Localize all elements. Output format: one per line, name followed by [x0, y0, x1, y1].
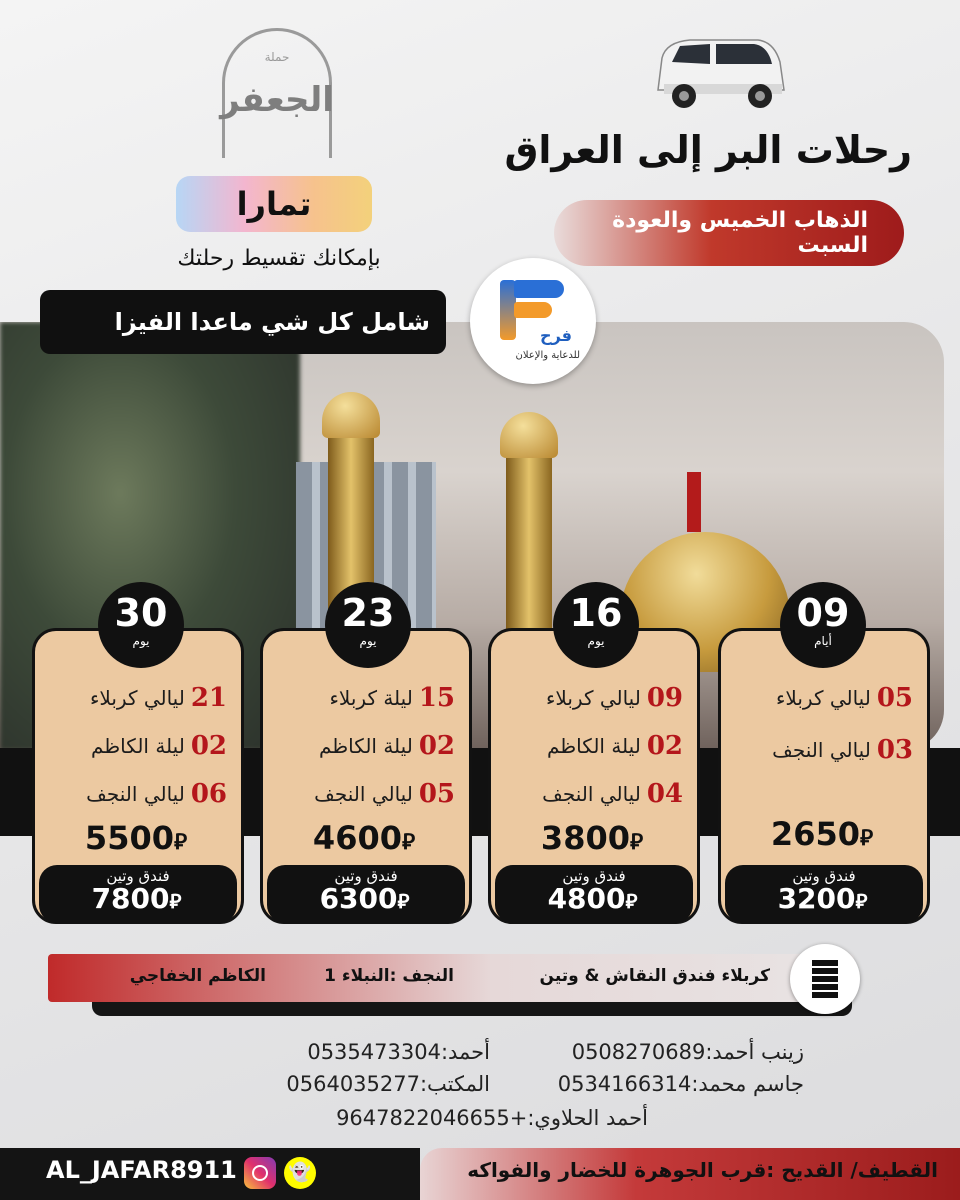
days-badge-9: 09 أيام	[780, 582, 866, 668]
package-line: 05 ليالي النجف	[314, 779, 455, 809]
logo-small-text: حملة	[264, 50, 290, 64]
package-card-30	[32, 628, 244, 924]
f-logo-mid	[514, 302, 552, 318]
schedule-pill	[554, 200, 904, 266]
hotel-karbala: كربلاء فندق النقاش & وتين	[539, 966, 770, 986]
contact-office: المكتب:0564035277	[286, 1072, 490, 1096]
logo-word: الجعفر	[220, 80, 334, 120]
contact-zainab: زينب أحمد:0508270689	[571, 1040, 804, 1064]
office-address: القطيف/ القديح :قرب الجوهرة للخضار والفواكه	[467, 1158, 938, 1182]
tamara-label: تمارا	[236, 185, 312, 223]
package-line: 02 ليلة الكاظم	[546, 731, 683, 761]
days-badge-23: 23 يوم	[325, 582, 411, 668]
social-handle[interactable]: AL_JAFAR8911	[46, 1156, 237, 1184]
package-price: 5500⃁	[84, 819, 188, 857]
package-line: 02 ليلة الكاظم	[90, 731, 227, 761]
snapchat-icon[interactable]: 👻	[284, 1157, 316, 1189]
all-inclusive-text: شامل كل شي ماعدا الفيزا	[114, 308, 430, 336]
package-price: 2650⃁	[770, 815, 874, 853]
days-badge-16: 16 يوم	[553, 582, 639, 668]
package-line: 15 ليلة كربلاء	[329, 683, 455, 713]
all-inclusive-banner	[40, 290, 446, 354]
days-badge-30: 30 يوم	[98, 582, 184, 668]
sponsor-logo	[470, 258, 596, 384]
hotel-najaf: النجف :النبلاء 1	[324, 966, 454, 986]
tamara-badge	[176, 176, 372, 232]
f-logo-top	[514, 280, 564, 298]
package-line: 02 ليلة الكاظم	[318, 731, 455, 761]
package-price: 4600⃁	[312, 819, 416, 857]
hotels-bar-shadow	[92, 1000, 852, 1016]
contact-halawi: أحمد الحلاوي:+9647822046655	[336, 1106, 648, 1130]
hotel-kadhim: الكاظم الخفاجي	[129, 966, 266, 986]
package-line: 21 ليالي كربلاء	[90, 683, 227, 713]
package-line: 09 ليالي كربلاء	[546, 683, 683, 713]
package-line: 06 ليالي النجف	[86, 779, 227, 809]
contact-jasim: جاسم محمد:0534166314	[557, 1072, 804, 1096]
package-card-23	[260, 628, 472, 924]
schedule-text: الذهاب الخميس والعودة السبت	[612, 208, 868, 258]
tamara-subtext: بإمكانك تقسيط رحلتك	[177, 246, 381, 271]
hotel-price-box: فندق وتين 6300⃁	[267, 865, 465, 923]
hotel-price-box: فندق وتين 4800⃁	[495, 865, 693, 923]
package-price: 3800⃁	[540, 819, 644, 857]
hotel-building-icon	[790, 944, 860, 1014]
instagram-icon[interactable]	[244, 1157, 276, 1189]
van-icon	[650, 28, 790, 118]
sponsor-name: فرح	[540, 326, 572, 345]
package-line: 03 ليالي النجف	[772, 735, 913, 765]
red-flag	[687, 472, 701, 532]
package-card-9	[718, 628, 930, 924]
package-line: 05 ليالي كربلاء	[776, 683, 913, 713]
page-title: رحلات البر إلى العراق	[504, 128, 912, 172]
package-card-16	[488, 628, 700, 924]
sponsor-sub: للدعاية والإعلان	[515, 350, 580, 361]
hotel-price-box: فندق وتين 3200⃁	[725, 865, 923, 923]
contact-ahmed: أحمد:0535473304	[307, 1040, 490, 1064]
hotel-price-box: فندق وتين 7800⃁	[39, 865, 237, 923]
package-line: 04 ليالي النجف	[542, 779, 683, 809]
jafar-logo	[212, 28, 342, 163]
